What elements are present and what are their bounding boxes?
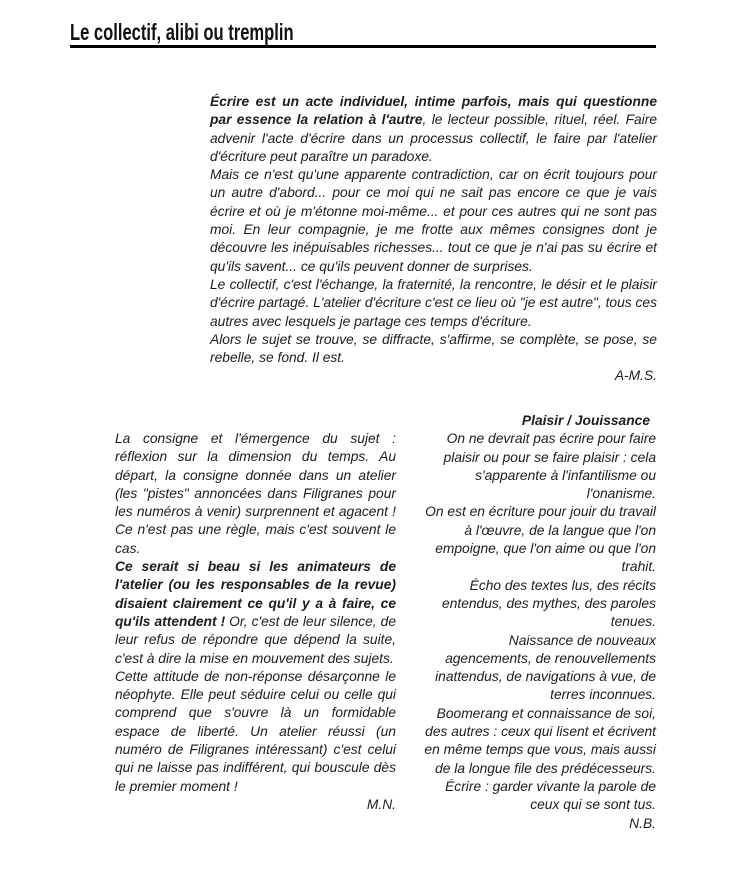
intro-section — [210, 93, 657, 386]
right-paragraph-3: Écho des textes lus, des récits entendus, des mythes, des paroles tenues. — [442, 577, 656, 630]
right-paragraph-1: On ne devrait pas écrire pour faire plaisir ou pour se faire plaisir : cela s'apparente à l'infantilisme ou l'onanisme. — [443, 431, 656, 502]
title-underline — [70, 45, 656, 48]
right-column — [421, 412, 656, 833]
left-paragraph-3: Cette attitude de non-réponse désarçonne le néophyte. Elle peut séduire celui ou celle qui comprend que s'ouvre là un formidable espace de liberté. Un atelier réussi (un numéro de Filigranes intéressant) c'est celui qui ne laisse pas indifférent, qui bouscule dès le premier moment ! — [115, 668, 396, 794]
right-paragraph-4: Naissance de nouveaux agencements, de renouvellements inattendus, de navigations à vue, de terres inconnues. — [435, 632, 656, 703]
page-title: Le collectif, alibi ou tremplin — [70, 19, 294, 45]
right-paragraph-5: Boomerang et connaissance de soi, des autres : ceux qui lisent et écrivent en même temps que vous, mais aussi de la longue file des prédécesseurs. — [424, 705, 656, 776]
intro-paragraph-1: Écrire est un acte individuel, intime parfois, mais qui questionne par essence la relation à l'autre, le lecteur possible, rituel, réel. Faire advenir l'acte d'écrire dans un processus collectif, le faire par l'atelier d'écriture peut paraître un paradoxe. — [210, 94, 658, 164]
right-column-heading: Plaisir / Jouissance — [521, 413, 650, 428]
left-paragraph-2: Ce serait si beau si les animateurs de l'atelier (ou les responsables de la revue) disaient clairement ce qu'il y a à faire, ce qu'ils attendent ! Or, c'est de leur silence, de leur refus de répondre que dépend la suite, c'est à dire la mise en mouvement des sujets. — [115, 559, 396, 666]
intro-signature: A-M.S. — [614, 368, 657, 384]
left-column-signature: M.N. — [366, 796, 396, 812]
left-paragraph-1: La consigne et l'émergence du sujet : réflexion sur la dimension du temps. Au départ, la consigne donnée dans un atelier (les "pistes" annoncées dans Filigranes pour les numéros à venir) surprennent et agacent ! Ce n'est pas une règle, mais c'est souvent le cas. — [115, 431, 396, 556]
left-column — [115, 430, 396, 814]
intro-paragraph-3: Le collectif, c'est l'échange, la fraternité, la rencontre, le désir et le plaisir d'écrire partagé. L'atelier d'écriture c'est ce lieu où "je est autre", tous ces autres avec lesquels je partage ces temps d'écriture. — [210, 276, 657, 329]
intro-paragraph-2: Mais ce n'est qu'une apparente contradiction, car on écrit toujours pour un autre d'abord... pour ce moi qui ne sait pas encore ce que je vais écrire et où je m'étonne moi-même... et pour ces autres qui ne sont pas moi. En leur compagnie, je me frotte aux mêmes consignes dont je découvre les inépuisables richesses... tout ce que je n'ai pas su écrire et qu'ils savent... ce qu'ils peuvent donner de surprises. — [210, 167, 657, 274]
right-paragraph-6: Écrire : garder vivante la parole de ceux qui se sont tus. — [445, 778, 656, 813]
right-paragraph-2: On est en écriture pour jouir du travail à l'œuvre, de la langue que l'on empoigne, que l'on aime ou que l'on trahit. — [425, 504, 656, 575]
right-column-signature: N.B. — [629, 815, 656, 831]
intro-paragraph-4: Alors le sujet se trouve, se diffracte, s'affirme, se complète, se pose, se rebelle, se fond. Il est. — [210, 331, 657, 366]
